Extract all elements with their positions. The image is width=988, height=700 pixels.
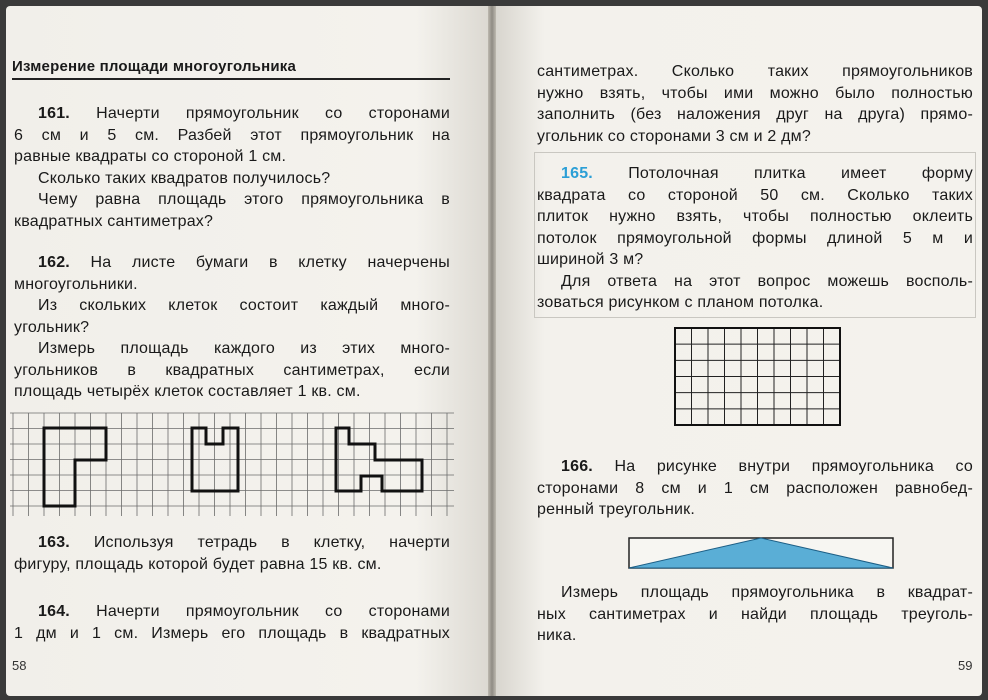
page-number-right: 59 [958,658,973,673]
book-gutter [488,6,496,696]
section-title: Измерение площади многоугольника [12,58,450,80]
task-165: 165. Потолочная плитка имеет форму квадрата со стороной 50 см. Сколько таких плиток нужно взять, чтобы полностью оклеить потолок прямоугольной формы длиной 5 м и шириной 3 м? Для ответа на этот вопрос можешь восполь- зоваться рисунком с планом потолка. [537,165,973,311]
task-number: 166. [561,458,593,475]
task-166: 166. На рисунке внутри прямоугольника со сторонами 8 см и 1 см расположен равнобед- ренный треугольник. [537,458,973,518]
task-number: 162. [38,254,70,271]
task-number: 165. [561,165,593,182]
task-166-question: Измерь площадь прямоугольника в квадрат- ных сантиметрах и найди площадь треуголь- ника. [537,584,973,644]
task-163: 163. Используя тетрадь в клетку, начерти фигуру, площадь которой будет равна 15 кв. см. [14,534,450,573]
page-number-left: 58 [12,658,27,673]
task-number: 163. [38,534,70,551]
task-164: 164. Начерти прямоугольник со сторонами 1 дм и 1 см. Измерь его площадь в квадратных [14,603,450,642]
task-164-continuation: сантиметрах. Сколько таких прямоугольников нужно взять, чтобы ими можно было полностью заполнить (без наложения друг на друга) прямо- угольник со сторонами 3 см и 2 дм? [537,63,973,145]
task-number: 161. [38,105,70,122]
rectangle-triangle-figure [626,535,896,571]
task-161: 161. Начерти прямоугольник со сторонами 6 см и 5 см. Разбей этот прямоугольник на равные квадраты со стороной 1 см. Сколько таких квадратов получилось? Чему равна площадь этого прямоугольника в квадратных сантиметрах? [14,105,450,230]
task-162: 162. На листе бумаги в клетку начерчены многоугольники. Из скольких клеток состоит каждый много- угольник? Измерь площадь каждого из этих много- угольников в квадратных сантиметрах, если площадь четырёх клеток составляет 1 кв. см. [14,254,450,400]
polygons-grid-figure [10,410,454,518]
task-number: 164. [38,603,70,620]
ceiling-plan-grid [672,326,844,428]
